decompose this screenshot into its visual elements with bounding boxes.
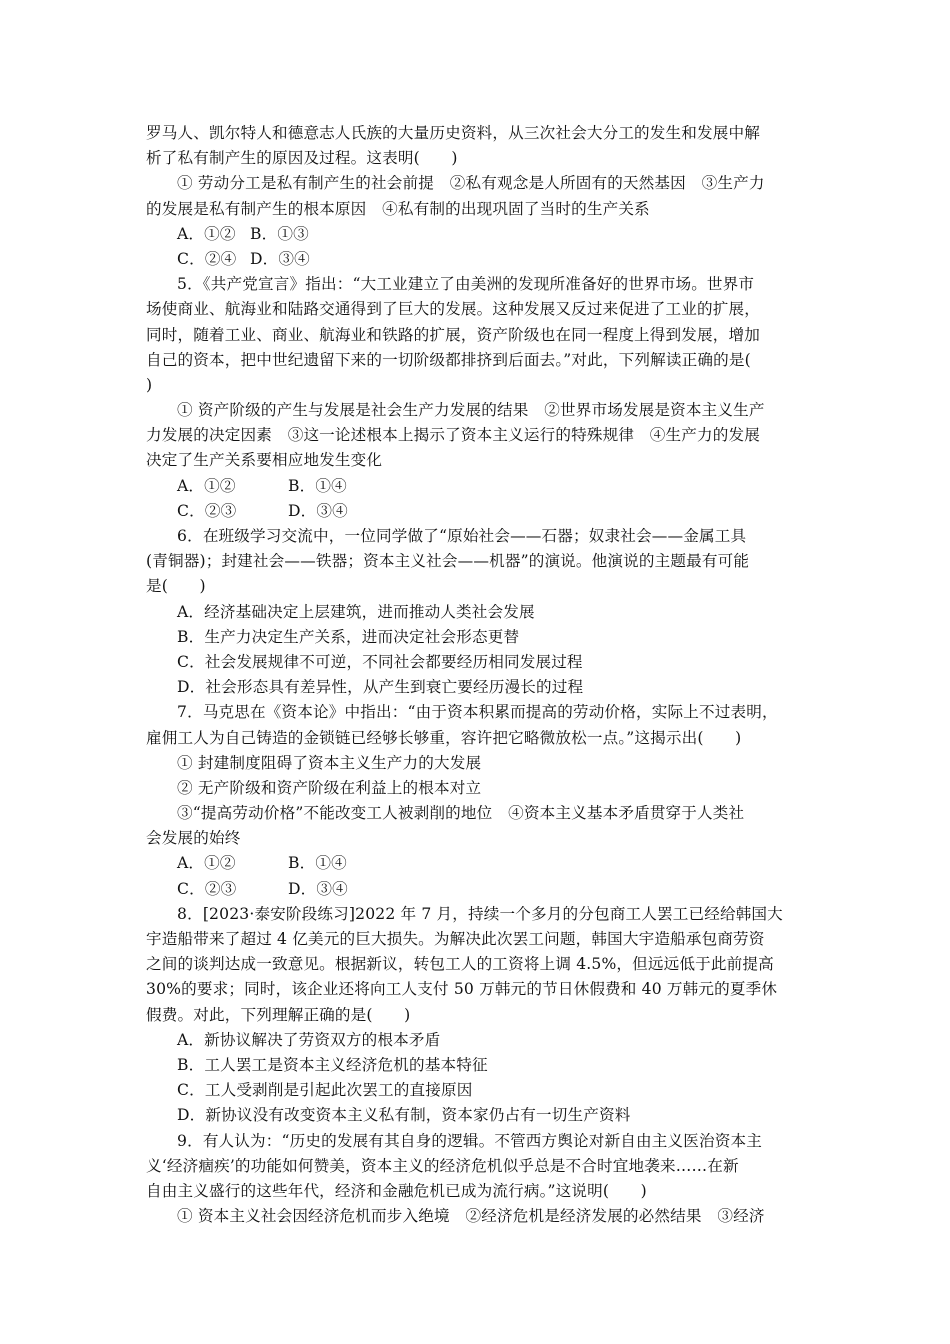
statement-line: 的发展是私有制产生的根本原因 ④私有制的出现巩固了当时的生产关系 <box>146 199 650 218</box>
question-text-line: 雇佣工人为自己铸造的金锁链已经够长够重，容许把它略微放松一点。”这揭示出( ) <box>146 728 742 747</box>
option-a: A．①② <box>177 476 236 495</box>
option-c: C．②③ <box>177 501 237 520</box>
question-text-line: 假费。对此，下列理解正确的是( ) <box>146 1005 411 1024</box>
question-text-line: 5．《共产党宣言》指出：“大工业建立了由美洲的发现所准备好的世界市场。世界市 <box>177 275 755 294</box>
question-text-line: 30%的要求；同时，该企业还将向工人支付 50 万韩元的节日休假费和 40 万韩元的夏季休 <box>146 980 778 999</box>
option-d: D．③④ <box>288 501 348 520</box>
question-text-line: 析了私有制产生的原因及过程。这表明( ) <box>146 149 458 168</box>
question-text-line: 宇造船带来了超过 4 亿美元的巨大损失。为解决此次罢工问题，韩国大宇造船承包商劳资 <box>146 930 765 948</box>
question-text-line: 6．在班级学习交流中，一位同学做了“原始社会——石器；奴隶社会——金属工具 <box>177 527 747 545</box>
question-text-line: 同时，随着工业、商业、航海业和铁路的扩展，资产阶级也在同一程度上得到发展，增加 <box>146 325 761 344</box>
statement-line: ③“提高劳动价格”不能改变工人被剥削的地位 ④资本主义基本矛盾贯穿于人类社 <box>177 804 745 823</box>
option-b: B．①④ <box>288 854 347 873</box>
question-9 <box>146 1129 810 1230</box>
option-b: B．工人罢工是资本主义经济危机的基本特征 <box>177 1055 488 1074</box>
option-c: C．工人受剥削是引起此次罢工的直接原因 <box>177 1081 473 1100</box>
question-text-line: 场使商业、航海业和陆路交通得到了巨大的发展。这种发展又反过来促进了工业的扩展， <box>146 300 761 319</box>
option-row <box>146 851 810 876</box>
document-page <box>146 121 810 1229</box>
option-a: A．新协议解决了劳资双方的根本矛盾 <box>177 1030 441 1049</box>
question-text-line: 7．马克思在《资本论》中指出：“由于资本积累而提高的劳动价格，实际上不过表明， <box>177 703 778 722</box>
option-d: D．社会形态具有差异性，从产生到衰亡要经历漫长的过程 <box>177 678 584 697</box>
question-text-line: 自己的资本，把中世纪遗留下来的一切阶级都排挤到后面去。”对此，下列解读正确的是( <box>146 350 751 369</box>
option-c: C．社会发展规律不可逆，不同社会都要经历相同发展过程 <box>177 652 583 671</box>
option-b: B．生产力决定生产关系，进而决定社会形态更替 <box>177 627 520 646</box>
option-row <box>146 222 810 247</box>
statement-line: ② 无产阶级和资产阶级在利益上的根本对立 <box>177 778 482 797</box>
option-c: C．②④ <box>177 249 237 268</box>
statement-line: ① 封建制度阻碍了资本主义生产力的大发展 <box>177 753 482 772</box>
question-text-line: 义‘经济痼疾’的功能如何赞美，资本主义的经济危机似乎总是不合时宜地袭来……在新 <box>146 1156 739 1175</box>
question-4 <box>146 121 810 272</box>
question-text-line: 自由主义盛行的这些年代，经济和金融危机已成为流行病。”这说明( ) <box>146 1181 647 1200</box>
statement-line: ① 资产阶级的产生与发展是社会生产力发展的结果 ②世界市场发展是资本主义生产 <box>177 401 765 420</box>
option-row <box>146 247 810 272</box>
option-a: A．①② <box>177 224 236 243</box>
question-text-line: ) <box>146 375 153 394</box>
option-row <box>146 499 810 524</box>
option-c: C．②③ <box>177 879 237 898</box>
question-7 <box>146 700 810 902</box>
statement-line: 力发展的决定因素 ③这一论述根本上揭示了资本主义运行的特殊规律 ④生产力的发展 <box>146 426 761 445</box>
question-6 <box>146 524 810 700</box>
statement-line: ① 资本主义社会因经济危机而步入绝境 ②经济危机是经济发展的必然结果 ③经济 <box>177 1207 765 1226</box>
option-d: D．③④ <box>288 879 348 898</box>
statement-line: ① 劳动分工是私有制产生的社会前提 ②私有观念是人所固有的天然基因 ③生产力 <box>177 174 765 193</box>
question-5 <box>146 272 810 524</box>
question-text-line: 是( ) <box>146 577 206 596</box>
statement-line: 会发展的始终 <box>146 829 241 848</box>
option-b: B．①④ <box>288 476 347 495</box>
question-text-line: 之间的谈判达成一致意见。根据新议，转包工人的工资将上调 4.5%，但远远低于此前提高 <box>146 955 774 974</box>
option-a: A．①② <box>177 854 236 873</box>
statement-line: 决定了生产关系要相应地发生变化 <box>146 451 383 470</box>
option-a: A．经济基础决定上层建筑，进而推动人类社会发展 <box>177 602 535 621</box>
question-text-line: 9．有人认为：“历史的发展有其自身的逻辑。不管西方舆论对新自由主义医治资本主 <box>177 1131 762 1150</box>
question-text-line: (青铜器)；封建社会——铁器；资本主义社会——机器”的演说。他演说的主题最有可能 <box>146 552 750 571</box>
option-row <box>146 877 810 902</box>
option-d: D．③④ <box>250 249 310 268</box>
option-b: B．①③ <box>250 224 309 243</box>
option-row <box>146 474 810 499</box>
question-text-line: 8．[2023·泰安阶段练习]2022 年 7 月，持续一个多月的分包商工人罢工已经给韩国大 <box>177 904 783 923</box>
option-d: D．新协议没有改变资本主义私有制，资本家仍占有一切生产资料 <box>177 1106 631 1125</box>
question-8 <box>146 902 810 1129</box>
question-text-line: 罗马人、凯尔特人和德意志人氏族的大量历史资料，从三次社会大分工的发生和发展中解 <box>146 124 761 142</box>
